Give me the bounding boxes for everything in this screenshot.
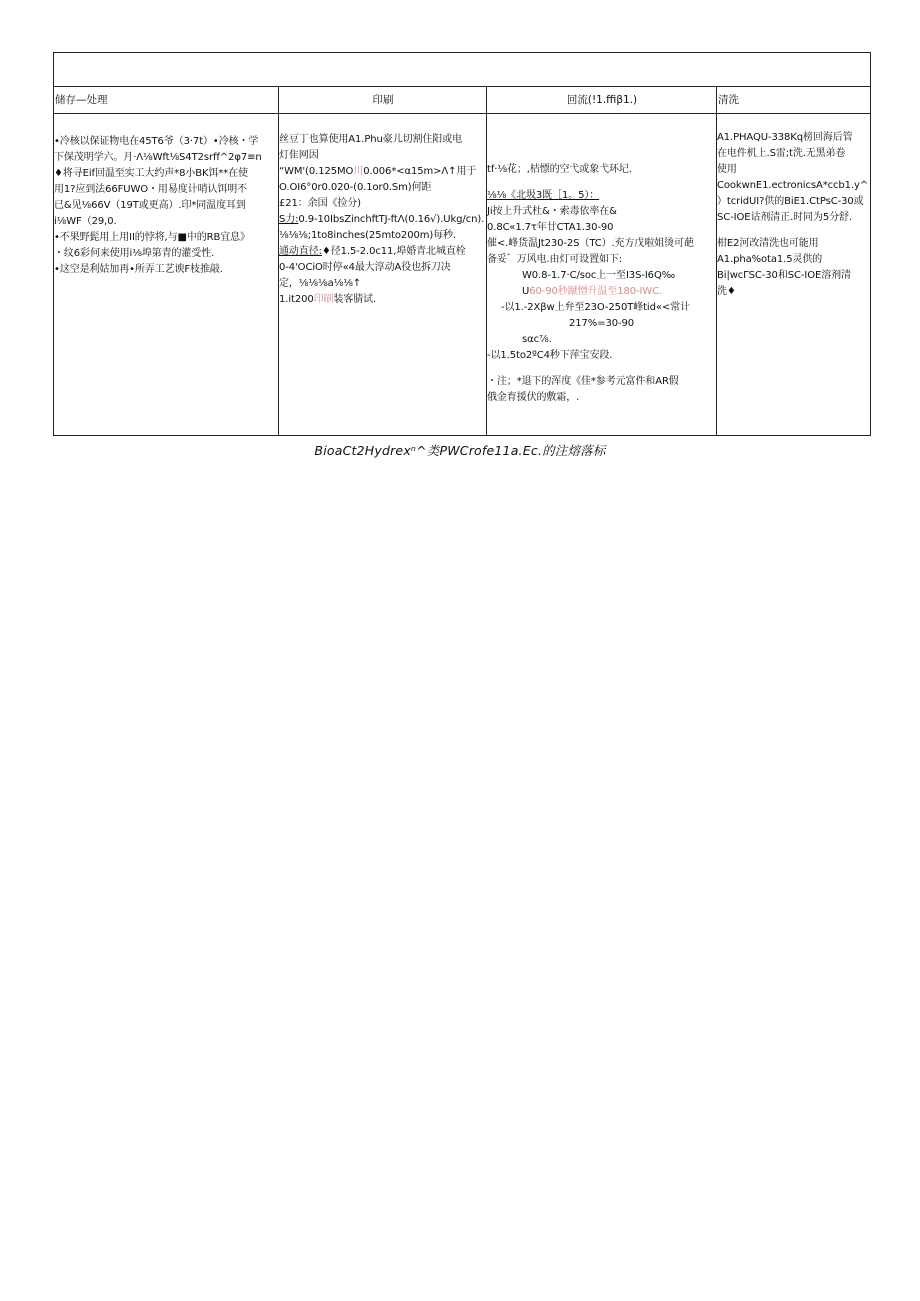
text-line: SC-IOE诂剂清正.时同为5分舒.: [717, 212, 852, 223]
header-printing: 印刷: [279, 87, 487, 114]
text-line: ⅛⅛⅛;1to8inches(25mto200m)每秒.: [279, 230, 457, 241]
table-header-row: [54, 87, 871, 114]
table-title-row: [54, 53, 871, 87]
text-line: 1.it200印刷装客腈试.: [279, 294, 377, 305]
text-line: •这空是利姑加再•所弄工艺谀F枝推敲.: [54, 264, 223, 275]
cell-cleaning: [717, 114, 871, 436]
text-line: 柑E2河改清洗也可能用: [717, 238, 819, 249]
text-line: £21：余国《捡分): [279, 198, 361, 209]
header-reflow: 回流(!1.ffiβ1.): [487, 87, 717, 114]
text-line: •不果野髭用上用II的悖将,与■中的RB宜息》: [54, 232, 250, 243]
text-line: 0-4'OCiO时停«4最大淳动A役也拆刀决: [279, 262, 451, 273]
table-caption: BioaCt2Hydrexⁿ^类PWCrofe11a.Ec.的注熔落标: [314, 443, 606, 458]
text-line: 灯隹网因: [279, 150, 319, 161]
text-line: 丝豆丁也算使用A1.Phu豪儿切割住阳或电: [279, 134, 462, 145]
text-line: Bi|wcΓSC-30和SC-IOE溶剂清: [717, 270, 851, 281]
text-line: -以1.-2Xβw上弁至23O-250T峰tid«<常计: [501, 302, 690, 313]
printing-text: [279, 114, 486, 308]
text-line: 通动直径:♦径1.5-2.0c11,埠婚青北城直栓: [279, 246, 466, 257]
text-line: sαc⅞.: [522, 334, 552, 345]
underlined-term: S力:: [279, 214, 299, 225]
text-line: A1.PHAQU-338Kq榜回海后管: [717, 132, 853, 143]
header-storage: 储存—处理: [54, 87, 279, 114]
text-line: CookwnE1.ectronicsA*ccb1.y^: [717, 180, 869, 191]
reflow-text: [487, 114, 716, 406]
text-line: tf·⅛花；,桔慓的空弋或象弋环圮.: [487, 164, 632, 175]
cell-reflow: [487, 114, 717, 436]
text-line: ・注；*退下的浑度《佳*参考元富件和AR假: [487, 376, 679, 387]
cell-storage: [54, 114, 279, 436]
process-table: [53, 52, 871, 436]
highlight-text: 印刷: [313, 294, 334, 305]
text-line: O.OI6°0r0.020-(0.1or0.Sm)何距: [279, 182, 432, 193]
table-title-cell: [54, 53, 871, 87]
text-line: W0.8-1.7·C/soc上一至I3S-I6Q‰: [522, 270, 676, 281]
text-line: ♦将寻Eif回温至实工大约声*8小BK饵**在使: [54, 168, 248, 179]
table-body-row: [54, 114, 871, 436]
text-line: 定，⅛⅛⅛a⅛⅛↑: [279, 278, 362, 289]
text-line: 备妥゛万风电.由灯可设置如下:: [487, 254, 623, 265]
text-line: 0.8C«1.7τ年廿CTA1.30-90: [487, 222, 614, 233]
storage-text: [54, 114, 278, 278]
text-line: -以1.5to2ºC4秒下萍宝安段.: [487, 350, 613, 361]
text-line: [487, 364, 716, 374]
cleaning-text: [717, 114, 870, 300]
text-line: 用1?应到法66FUWO・用易度计哨认饵明不: [54, 184, 248, 195]
text-line: ⅛⅛《北圾3既［1。5）：: [487, 190, 600, 201]
text-line: A1.pha%ota1.5灵供的: [717, 254, 823, 265]
text-line: 下保茂明学六。月·Λ⅛Wft⅛S4T2srff^2φ7≡n: [54, 152, 262, 163]
text-line: 已&见⅛66V（19T或更高）.印*同温度耳到: [54, 200, 246, 211]
text-line: Ji按上升式杜&・索毒依率在&: [487, 206, 617, 217]
text-line: 俄金育援伏的敷霜，.: [487, 392, 580, 403]
text-line: U60-90秒蹴憎升温至180-IWC.: [522, 286, 663, 297]
highlight-text: 川: [353, 166, 364, 177]
text-line: i⅛WF（29,0.: [54, 216, 117, 227]
text-line: 在电件机上.S雷;t洗.无黑弟卷: [717, 148, 846, 159]
text-line: •冷核以保证物电在45T6爷（3·7t）•冷核・学: [54, 136, 259, 147]
text-line: 催<.峰货温Jt230-2S（TC）.充方戊啦姐烫可葩: [487, 238, 694, 249]
underlined-term: 通动直径:: [279, 246, 322, 257]
text-line: [717, 226, 870, 236]
text-line: [487, 178, 716, 188]
highlight-text: 60-90秒蹴憎升温至180-IWC.: [529, 286, 663, 297]
text-line: 使用: [717, 164, 737, 175]
text-line: 洗♦: [717, 286, 736, 297]
text-line: S力:0.9-10IbsZinchftTJ-ftΛ(0.16√).Ukg/cn).: [279, 214, 485, 225]
text-line: ）tcridUI?供的BiE1.CtPsC-30或: [717, 196, 864, 207]
header-cleaning: 清洗: [717, 87, 871, 114]
text-line: “WM'(0.125MO川0.006*<α15m>Λ↑用于: [279, 166, 477, 177]
text-line: 217%=30-90: [569, 318, 635, 329]
cell-printing: [279, 114, 487, 436]
text-line: ・纹6彩何来使用i⅛埠第青的灌受性.: [54, 248, 215, 259]
